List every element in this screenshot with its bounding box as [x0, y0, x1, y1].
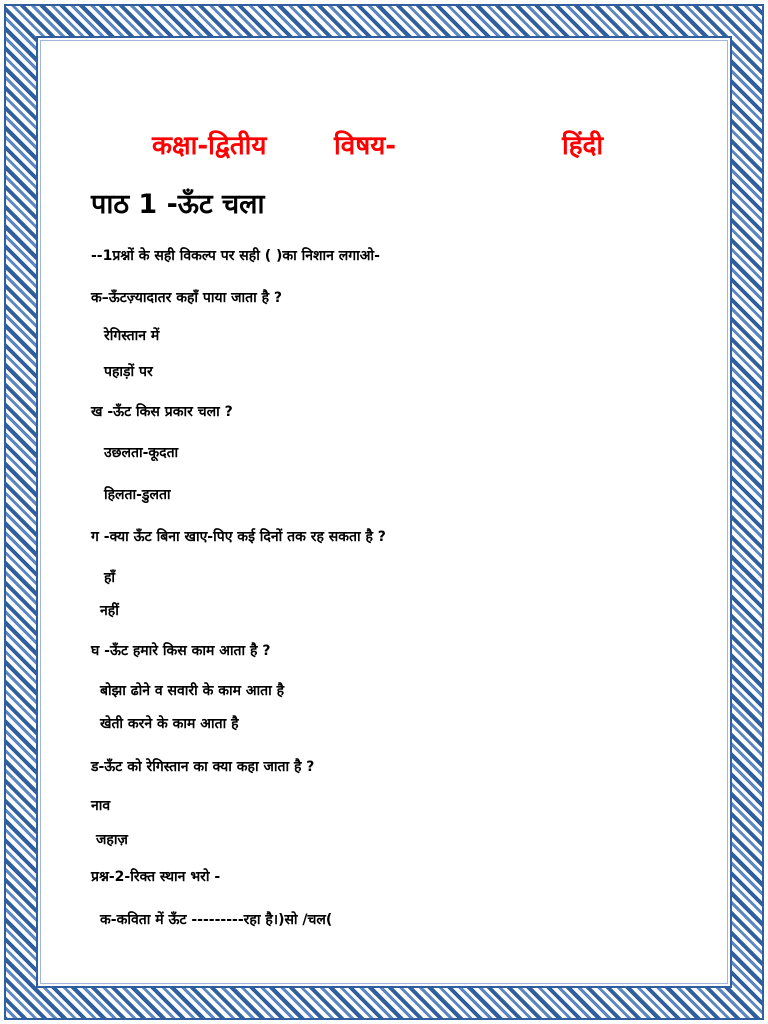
subject-label: विषय-: [334, 131, 397, 161]
question-5-option-1: नाव: [91, 798, 111, 814]
question-4-option-2: खेती करने के काम आता है: [100, 716, 239, 732]
fill-blank-item-1: क-कविता में ऊँट ---------रहा है।)सो /चल(: [100, 912, 333, 928]
question-1-option-2: पहाड़ों पर: [104, 364, 153, 380]
question-5: ड-ऊँट को रेगिस्तान का क्या कहा जाता है ?: [91, 759, 315, 775]
question-4-option-1: बोझा ढोने व सवारी के काम आता है: [100, 683, 285, 699]
question-3-option-1: हाँ: [104, 570, 116, 586]
question-3: ग -क्या ऊँट बिना खाए-पिए कई दिनों तक रह सकता है ?: [91, 529, 386, 545]
instruction-text: --1प्रश्नों के सही विकल्प पर सही ( )का निशान लगाओ-: [91, 248, 380, 264]
class-label: कक्षा-द्वितीय: [152, 131, 267, 161]
question-2-option-2: हिलता-डुलता: [104, 487, 171, 503]
section-2-title: प्रश्न-2-रिक्त स्थान भरो -: [91, 869, 221, 885]
question-2-option-1: उछलता-कूदता: [104, 445, 179, 461]
lesson-title: पाठ 1 -ऊँट चला: [91, 189, 265, 220]
question-4: घ -ऊँट हमारे किस काम आता है ?: [91, 643, 271, 659]
question-1-option-1: रेगिस्तान में: [104, 328, 160, 344]
question-2: ख -ऊँट किस प्रकार चला ?: [91, 404, 233, 420]
subject-value: हिंदी: [562, 131, 604, 161]
question-5-option-2: जहाज़: [96, 832, 128, 848]
question-1: क–ऊँटज़्यादातर कहाँ पाया जाता है ?: [91, 290, 282, 306]
question-3-option-2: नहीं: [100, 603, 119, 619]
